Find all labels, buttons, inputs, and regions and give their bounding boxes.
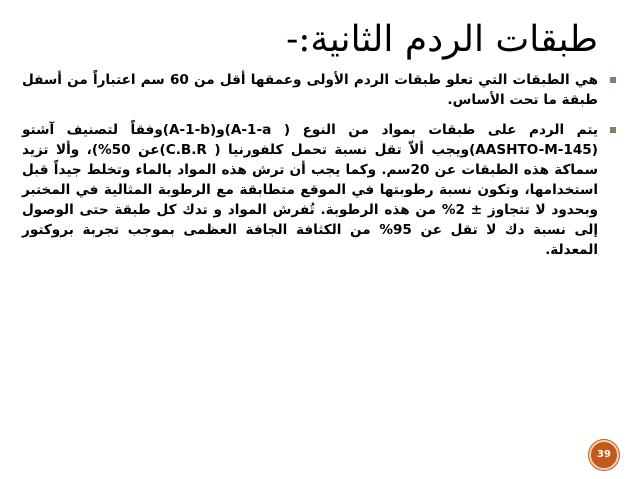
bullet-paragraph-2 [22, 120, 616, 260]
paragraph-1-text: هي الطبقات التي تعلو طبقات الردم الأولى وعمقها أقل من 60 سم اعتباراً من أسفل طبقة ما تحت الأساس. [22, 72, 598, 108]
slide-content [22, 70, 616, 270]
page-number-badge: 39 [589, 440, 619, 470]
square-bullet-icon [610, 77, 616, 83]
square-bullet-icon [610, 127, 616, 133]
slide-title: طبقات الردم الثانية:- [286, 19, 598, 60]
paragraph-2-text: يتم الردم على طبقات بمواد من النوع ( A-1-a)و(A-1-b)وفقاً لتصنيف آشتو (AASHTO-M-145)ويجب ألاّ تقل نسبة تحمل كلفورنيا ( C.B.R)عن 50%)، وألا تزيد سماكة هذه الطبقات عن 20سم. وكما يجب أن ترش هذه المواد بالماء وتخلط جيداً قبل استخدامها، وتكون نسبة رطوبتها في الموقع متطابقة مع الرطوبة المثالية في المختبر وبحدود لا تتجاوز ± 2% من هذه الرطوبة. تُفرش المواد و تدك كل طبقة حتى الوصول إلى نسبة دك لا تقل عن 95% من الكثافة الجافة العظمى بموجب تجربة بروكتور المعدلة. [22, 122, 599, 258]
bullet-paragraph-1 [22, 70, 616, 110]
